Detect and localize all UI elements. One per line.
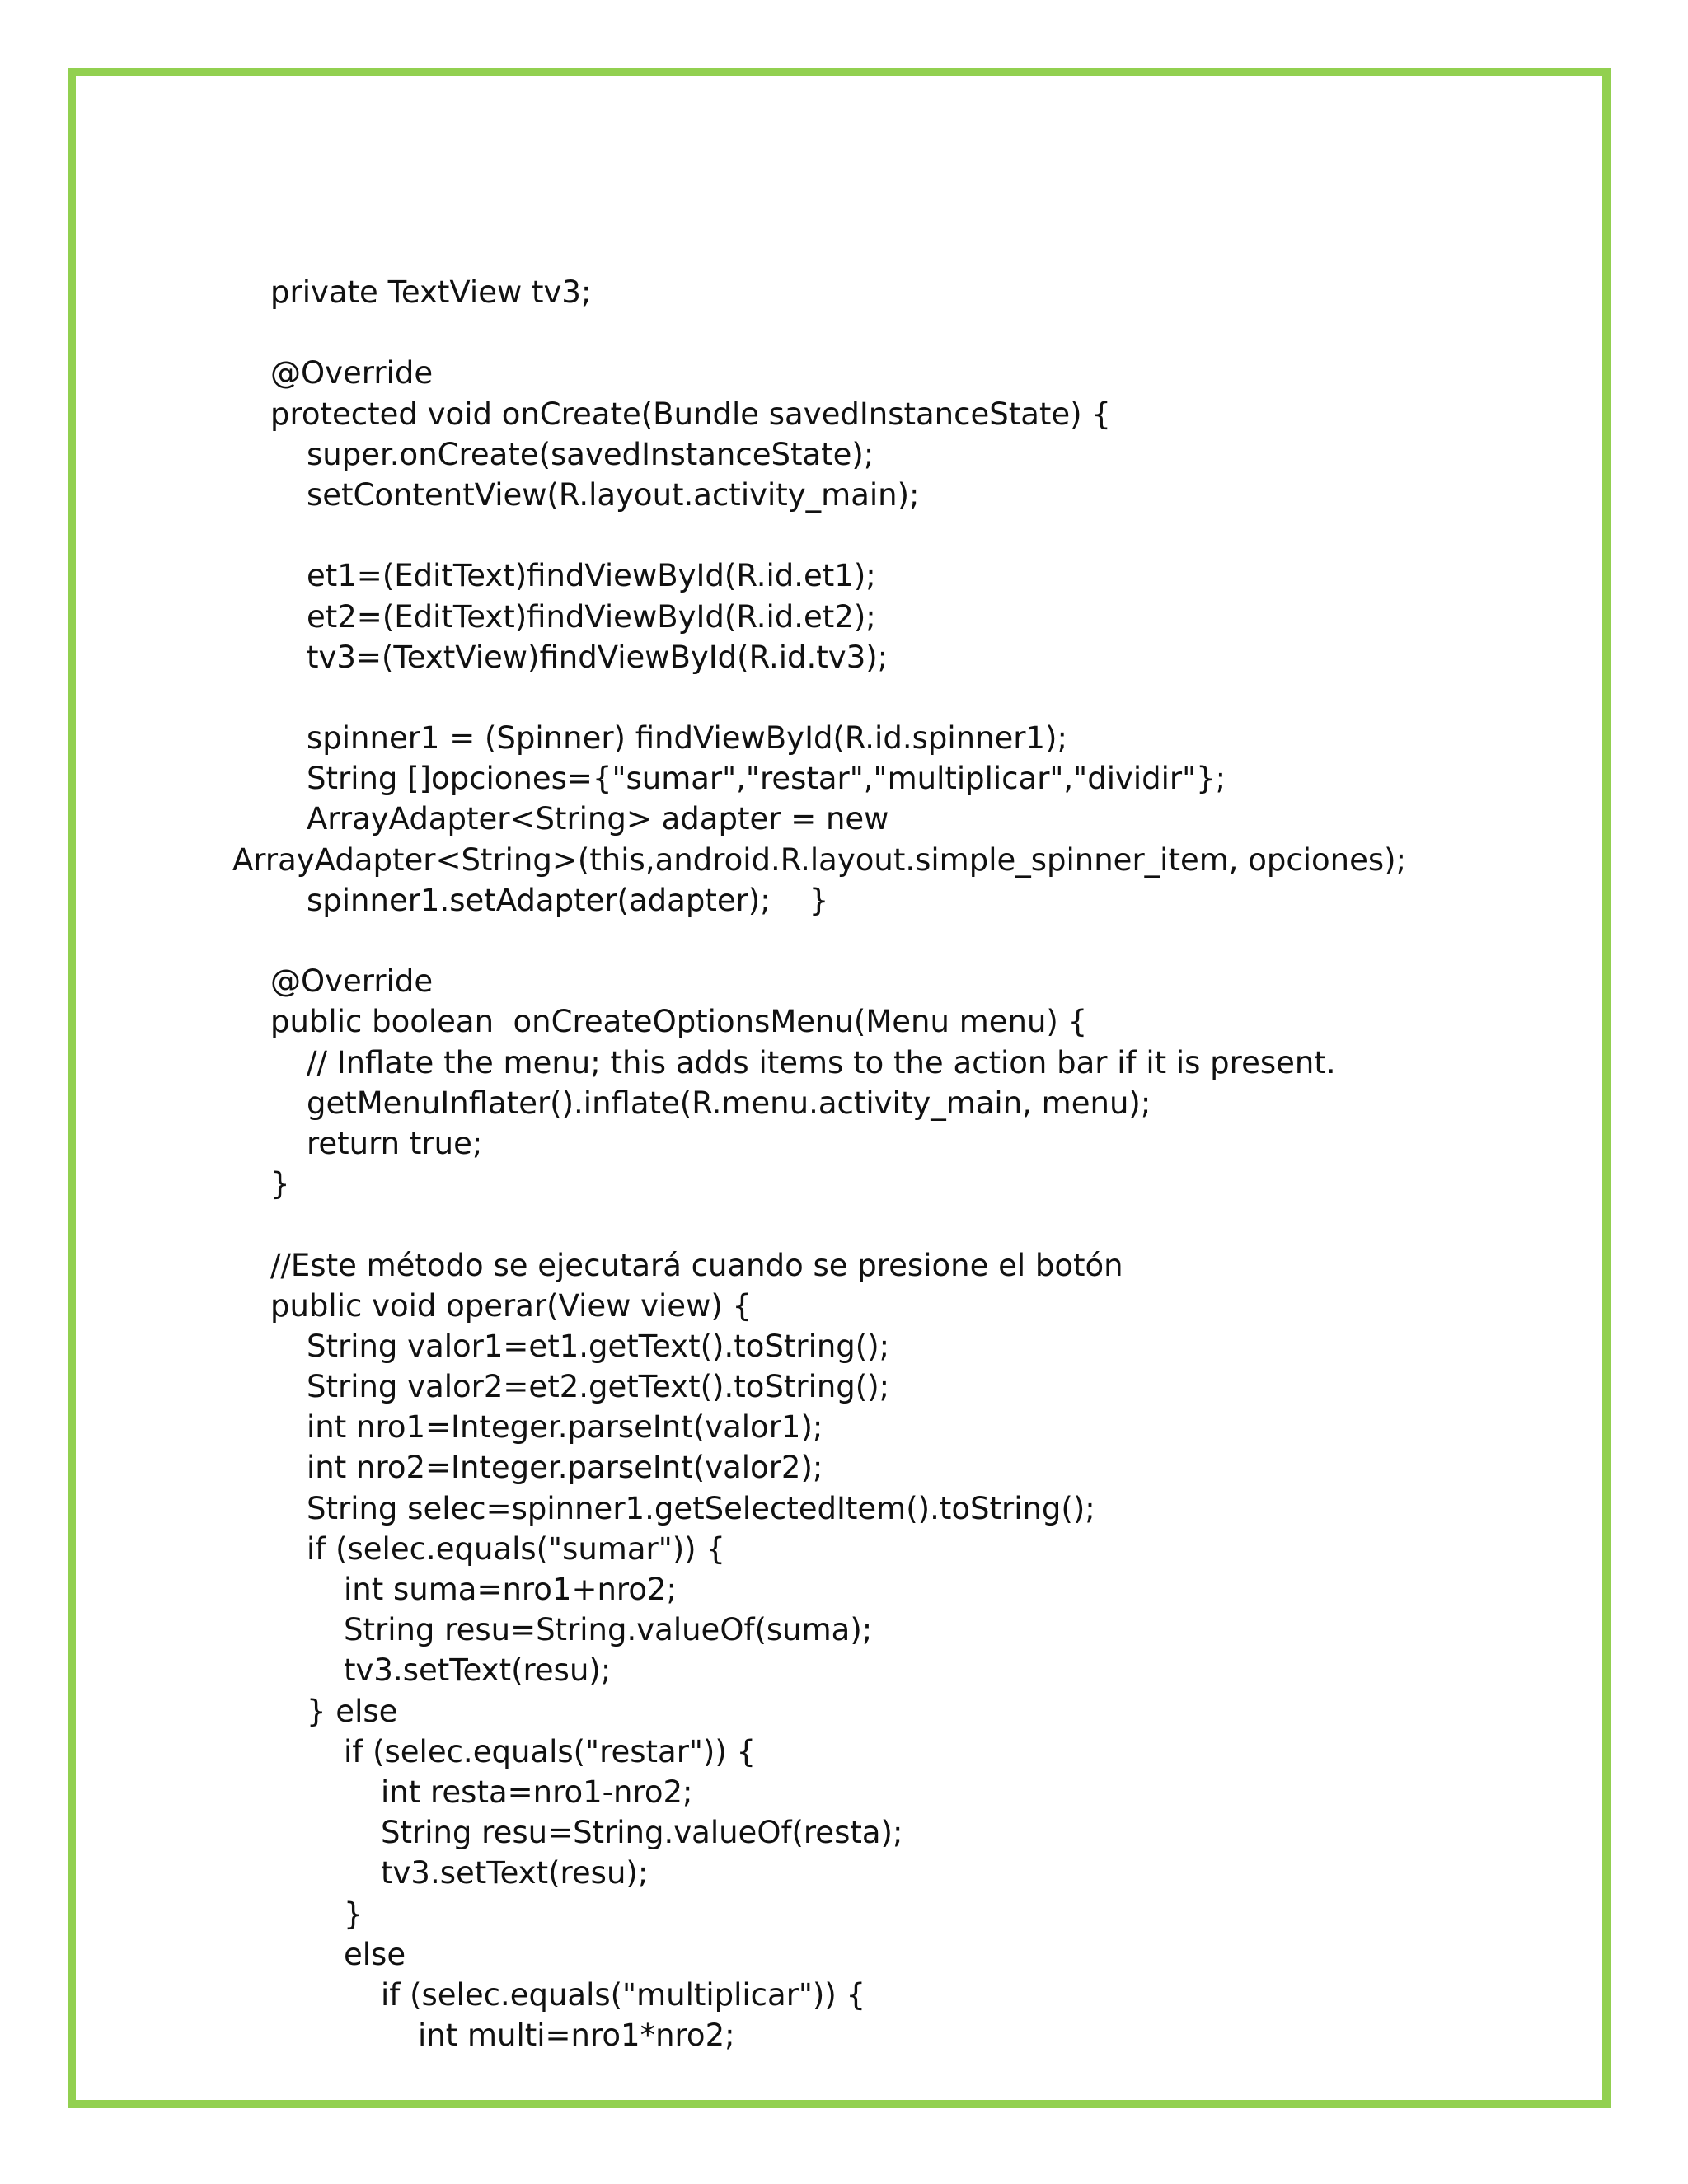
code-line: } (270, 1166, 290, 1202)
code-line (76, 312, 1602, 353)
code-line: String resu=String.valueOf(suma); (344, 1612, 873, 1648)
code-line: String resu=String.valueOf(resta); (381, 1815, 903, 1851)
code-line: else (344, 1936, 406, 1972)
code-line: ArrayAdapter<String>(this,android.R.layout.simple_spinner_item, opciones); (232, 841, 1407, 878)
code-line: spinner1.setAdapter(adapter); } (307, 882, 829, 918)
code-line: public void operar(View view) { (270, 1287, 753, 1324)
code-line (76, 1204, 1602, 1244)
code-line: String valor2=et2.getText().toString(); (307, 1369, 890, 1405)
code-line: } (344, 1896, 363, 1932)
code-line: public boolean onCreateOptionsMenu(Menu menu) { (270, 1004, 1088, 1040)
code-line: @Override (270, 963, 434, 1000)
code-line: tv3.setText(resu); (344, 1652, 612, 1689)
code-line: tv3=(TextView)findViewById(R.id.tv3); (307, 639, 889, 675)
code-line: protected void onCreate(Bundle savedInstanceState) { (270, 396, 1111, 432)
code-line: String selec=spinner1.getSelectedItem().toString(); (307, 1490, 1095, 1526)
code-line: getMenuInflater().inflate(R.menu.activity_main, menu); (307, 1085, 1151, 1121)
code-line (76, 677, 1602, 718)
code-line: setContentView(R.layout.activity_main); (307, 476, 920, 513)
code-line: et2=(EditText)findViewById(R.id.et2); (307, 598, 876, 635)
code-line: int nro1=Integer.parseInt(valor1); (307, 1409, 823, 1446)
code-line: String valor1=et1.getText().toString(); (307, 1328, 890, 1364)
code-line: //Este método se ejecutará cuando se presione el botón (270, 1247, 1123, 1283)
code-line: ArrayAdapter<String> adapter = new (307, 801, 889, 837)
code-line (76, 921, 1602, 961)
code-line: if (selec.equals("sumar")) { (307, 1530, 725, 1567)
code-block (76, 272, 1602, 2055)
code-line: return true; (307, 1125, 483, 1161)
code-line: int multi=nro1*nro2; (418, 2018, 735, 2054)
code-line: et1=(EditText)findViewById(R.id.et1); (307, 558, 876, 594)
code-line (76, 515, 1602, 555)
code-line: } else (307, 1693, 398, 1729)
code-line: if (selec.equals("multiplicar")) { (381, 1976, 866, 2013)
code-line: tv3.setText(resu); (381, 1855, 649, 1891)
code-line: spinner1 = (Spinner) findViewById(R.id.spinner1); (307, 720, 1067, 757)
code-line: int resta=nro1-nro2; (381, 1774, 693, 1810)
code-line: // Inflate the menu; this adds items to the action bar if it is present. (307, 1044, 1336, 1080)
page-border (68, 68, 1611, 2108)
code-line: @Override (270, 355, 434, 391)
code-line: String []opciones={"sumar","restar","multiplicar","dividir"}; (307, 761, 1226, 797)
code-line: int nro2=Integer.parseInt(valor2); (307, 1450, 823, 1486)
code-line: super.onCreate(savedInstanceState); (307, 436, 874, 472)
code-line: if (selec.equals("restar")) { (344, 1733, 757, 1769)
code-line: int suma=nro1+nro2; (344, 1572, 677, 1607)
code-line: private TextView tv3; (270, 274, 592, 310)
